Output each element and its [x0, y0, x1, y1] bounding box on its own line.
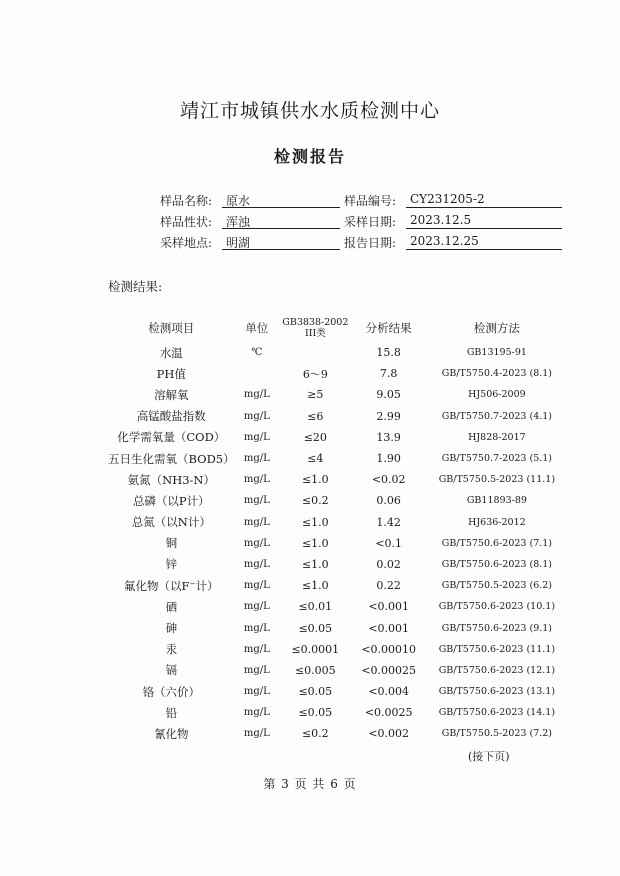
- table-row: [108, 702, 568, 723]
- cell-item: 五日生化需氧（BOD5）: [108, 451, 235, 466]
- cell-result: <0.00010: [361, 642, 417, 656]
- cell-method: GB/T5750.6-2023 (12.1): [438, 664, 556, 676]
- sample-state-label: 样品性状:: [160, 215, 213, 229]
- cell-method: GB/T5750.5-2023 (6.2): [441, 580, 553, 592]
- cell-unit: mg/L: [243, 728, 270, 740]
- cell-item: PH值: [156, 366, 186, 381]
- cell-unit: [235, 363, 279, 384]
- cell-limit: ≤0.005: [294, 663, 336, 677]
- cell-method: GB13195-91: [466, 347, 527, 359]
- cell-limit: ≤0.05: [298, 706, 333, 720]
- cell-limit: ≤4: [307, 452, 324, 466]
- results-label: 检测结果:: [108, 279, 163, 294]
- cell-result: <0.00025: [361, 663, 417, 677]
- info-row-3: [0, 234, 620, 254]
- cell-method: HJ636-2012: [468, 516, 526, 528]
- cell-limit: ≤0.01: [298, 600, 333, 614]
- table-row: [108, 363, 568, 384]
- table-row: [108, 384, 568, 405]
- table-row: [108, 617, 568, 638]
- cell-method: GB/T5750.4-2023 (8.1): [441, 368, 553, 380]
- cell-unit: ℃: [251, 347, 263, 359]
- sampling-site-value: 明湖: [222, 234, 340, 250]
- table-row: [108, 639, 568, 660]
- cell-limit: ≤20: [303, 430, 327, 444]
- cell-method: GB/T5750.7-2023 (5.1): [441, 453, 553, 465]
- header-standard-line1: GB3838-2002: [282, 317, 349, 328]
- table-row: [108, 406, 568, 427]
- cell-result: 0.22: [376, 579, 401, 593]
- report-date-label: 报告日期:: [344, 236, 397, 250]
- header-standard: [279, 314, 352, 342]
- cell-unit: mg/L: [243, 453, 270, 465]
- cell-item: 氰化物: [154, 726, 189, 741]
- sampling-site-label: 采样地点:: [160, 236, 213, 250]
- cell-unit: mg/L: [243, 558, 270, 570]
- cell-result: 15.8: [376, 346, 401, 360]
- cell-unit: mg/L: [243, 643, 270, 655]
- cell-limit: ≤1.0: [301, 536, 329, 550]
- cell-method: GB/T5750.5-2023 (7.2): [441, 728, 553, 740]
- cell-limit: [279, 342, 352, 363]
- cell-result: <0.002: [368, 727, 410, 741]
- cell-unit: mg/L: [243, 431, 270, 443]
- table-row: [108, 554, 568, 575]
- sample-name-label: 样品名称:: [160, 194, 213, 208]
- cell-result: <0.1: [375, 536, 403, 550]
- cell-item: 总磷（以P计）: [132, 493, 210, 508]
- cell-limit: ≤1.0: [301, 473, 329, 487]
- cell-limit: 6～9: [302, 367, 328, 381]
- cell-item: 铅: [165, 705, 178, 720]
- cell-result: 1.90: [376, 452, 401, 466]
- cell-item: 化学需氧量（COD）: [117, 430, 226, 445]
- info-row-1: [0, 192, 620, 212]
- cell-limit: ≤0.0001: [291, 642, 340, 656]
- cell-result: 1.42: [376, 515, 401, 529]
- cell-result: <0.001: [368, 621, 410, 635]
- report-date-value: 2023.12.25: [406, 234, 562, 250]
- cell-method: GB/T5750.6-2023 (10.1): [438, 601, 556, 613]
- cell-unit: mg/L: [243, 601, 270, 613]
- cell-item: 高锰酸盐指数: [136, 409, 206, 424]
- cell-unit: mg/L: [243, 389, 270, 401]
- cell-item: 汞: [165, 642, 178, 657]
- cell-unit: mg/L: [243, 495, 270, 507]
- table-row: [108, 469, 568, 490]
- table-row: [108, 681, 568, 702]
- table-row: [108, 533, 568, 554]
- cell-limit: ≤1.0: [301, 557, 329, 571]
- cell-method: GB/T5750.6-2023 (11.1): [438, 643, 556, 655]
- organization-title: 靖江市城镇供水水质检测中心: [179, 100, 440, 122]
- cell-limit: ≤0.05: [298, 621, 333, 635]
- info-row-2: [0, 213, 620, 233]
- cell-result: <0.02: [371, 473, 406, 487]
- cell-unit: mg/L: [243, 516, 270, 528]
- sampling-date-label: 采样日期:: [344, 215, 397, 229]
- cell-method: GB/T5750.6-2023 (14.1): [438, 707, 556, 719]
- cell-item: 氨氮（NH3-N）: [127, 472, 215, 487]
- header-standard-line2: III类: [304, 328, 326, 339]
- sample-no-value: CY231205-2: [406, 192, 562, 208]
- sample-no-label: 样品编号:: [344, 194, 397, 208]
- table-row: [108, 660, 568, 681]
- cell-method: HJ828-2017: [468, 431, 526, 443]
- cell-unit: mg/L: [243, 474, 270, 486]
- table-row: [108, 342, 568, 363]
- cell-limit: ≤0.05: [298, 685, 333, 699]
- cell-item: 砷: [165, 621, 178, 636]
- table-row: [108, 512, 568, 533]
- continue-note: (接下页): [468, 750, 510, 763]
- cell-limit: ≤6: [307, 409, 324, 423]
- cell-unit: mg/L: [243, 580, 270, 592]
- cell-item: 铜: [165, 536, 178, 551]
- cell-method: GB/T5750.6-2023 (9.1): [441, 622, 553, 634]
- cell-item: 硒: [165, 599, 178, 614]
- cell-unit: mg/L: [243, 622, 270, 634]
- header-method: 检测方法: [473, 321, 520, 335]
- cell-method: GB11893-89: [466, 495, 527, 507]
- cell-limit: ≤1.0: [301, 579, 329, 593]
- cell-unit: mg/L: [243, 537, 270, 549]
- cell-result: <0.004: [368, 685, 410, 699]
- cell-method: GB/T5750.7-2023 (4.1): [441, 410, 553, 422]
- cell-item: 水温: [159, 345, 183, 360]
- cell-result: 2.99: [376, 409, 401, 423]
- table-row: [108, 448, 568, 469]
- table-row: [108, 596, 568, 617]
- cell-item: 镉: [165, 663, 178, 678]
- cell-result: 13.9: [376, 430, 401, 444]
- sample-name-value: 原水: [222, 192, 340, 208]
- cell-item: 溶解氧: [154, 387, 189, 402]
- table-row: [108, 575, 568, 596]
- table-row: [108, 723, 568, 744]
- cell-method: GB/T5750.5-2023 (11.1): [438, 474, 556, 486]
- cell-result: <0.0025: [364, 706, 413, 720]
- cell-limit: ≤0.2: [301, 727, 329, 741]
- cell-result: <0.001: [368, 600, 410, 614]
- report-title: 检测报告: [273, 147, 346, 166]
- table-header-row: [108, 314, 568, 342]
- cell-method: GB/T5750.6-2023 (7.1): [441, 537, 553, 549]
- table-row: [108, 427, 568, 448]
- cell-method: GB/T5750.6-2023 (8.1): [441, 558, 553, 570]
- cell-limit: ≤1.0: [301, 515, 329, 529]
- cell-item: 锌: [165, 557, 178, 572]
- cell-result: 0.02: [376, 557, 401, 571]
- sample-state-value: 浑浊: [222, 213, 340, 229]
- cell-limit: ≥5: [307, 388, 324, 402]
- cell-item: 氟化物（以F⁻计）: [124, 578, 219, 593]
- cell-item: 总氮（以N计）: [131, 515, 211, 530]
- cell-unit: mg/L: [243, 707, 270, 719]
- page-footer: 第 3 页 共 6 页: [263, 777, 357, 791]
- cell-unit: mg/L: [243, 410, 270, 422]
- cell-method: HJ506-2009: [468, 389, 526, 401]
- table-row: [108, 490, 568, 511]
- sampling-date-value: 2023.12.5: [406, 213, 562, 229]
- cell-result: 9.05: [376, 388, 401, 402]
- cell-limit: ≤0.2: [301, 494, 329, 508]
- cell-unit: mg/L: [243, 664, 270, 676]
- cell-result: 0.06: [376, 494, 401, 508]
- cell-result: 7.8: [379, 367, 398, 381]
- cell-method: GB/T5750.6-2023 (13.1): [438, 686, 556, 698]
- header-unit: 单位: [245, 321, 269, 335]
- results-table: [108, 314, 568, 745]
- cell-item: 铬（六价）: [142, 684, 201, 699]
- header-item: 检测项目: [148, 321, 195, 335]
- header-result: 分析结果: [365, 321, 412, 335]
- cell-unit: mg/L: [243, 686, 270, 698]
